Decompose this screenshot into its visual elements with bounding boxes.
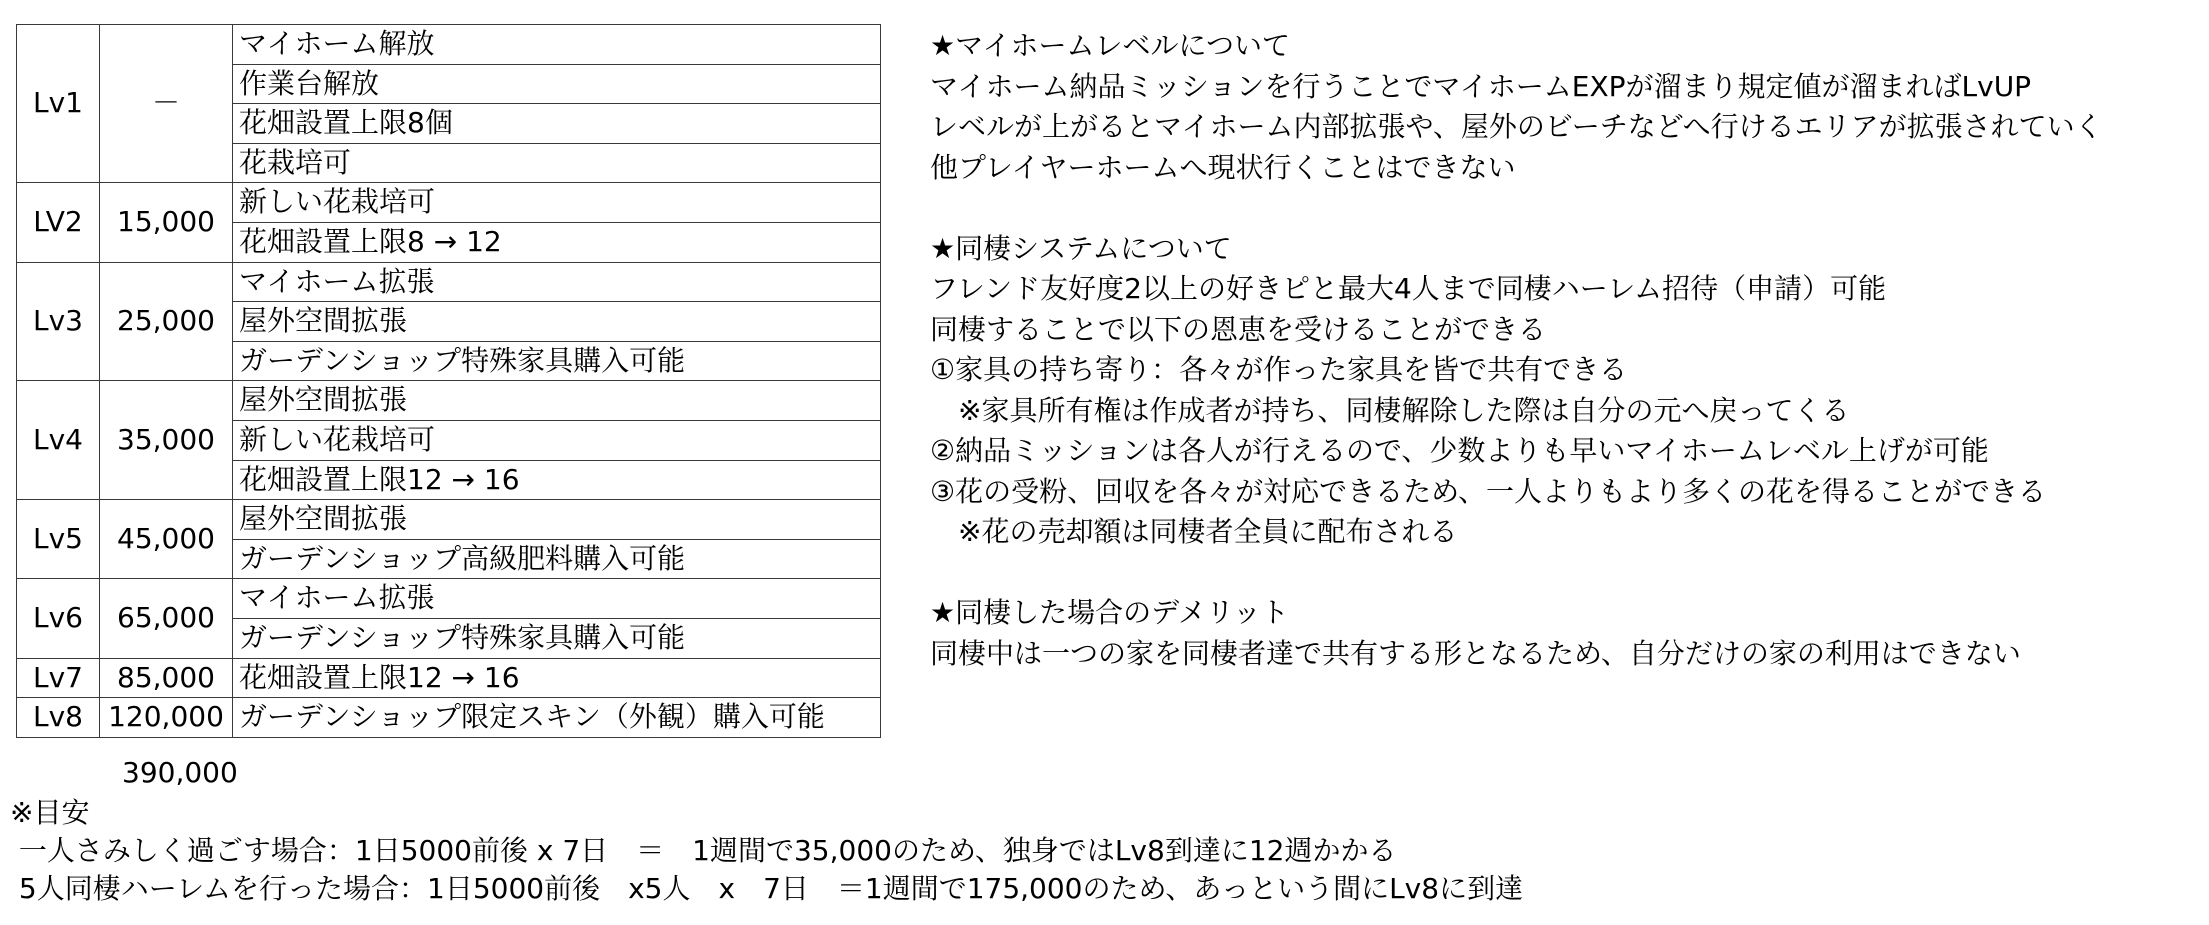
table-row <box>17 579 881 619</box>
exp-total: 390,000 <box>122 756 238 789</box>
unlock-cell: ガーデンショップ限定スキン（外観）購入可能 <box>233 698 881 738</box>
level-cell: Lv7 <box>17 658 100 698</box>
unlock-cell: 花栽培可 <box>233 143 881 183</box>
level-cell: LV2 <box>17 183 100 262</box>
home-level-title: ★マイホームレベルについて <box>930 29 1290 62</box>
cohabit-line: ①家具の持ち寄り：各々が作った家具を皆で共有できる <box>930 353 1628 386</box>
table-row <box>17 25 881 65</box>
unlock-cell: 花畑設置上限8個 <box>233 104 881 144</box>
cohabit-line: ③花の受粉、回収を各々が対応できるため、一人よりもより多くの花を得ることができる <box>930 474 2046 508</box>
section-spacer <box>930 188 2103 229</box>
exp-cell: 15,000 <box>100 183 233 262</box>
level-cell: Lv1 <box>17 25 100 183</box>
table-row <box>17 658 881 698</box>
table-row <box>17 183 881 223</box>
unlock-cell: マイホーム解放 <box>233 25 881 65</box>
exp-cell: 120,000 <box>100 698 233 738</box>
notes-line-harem: 5人同棲ハーレムを行った場合：1日5000前後 x5人 x 7日 ＝1週間で175,000のため、あっという間にLv8に到達 <box>10 872 1524 905</box>
cohabit-line: ※花の売却額は同棲者全員に配布される <box>930 515 1458 548</box>
level-table <box>16 24 881 738</box>
unlock-cell: マイホーム拡張 <box>233 262 881 302</box>
unlock-cell: 花畑設置上限12 → 16 <box>233 460 881 500</box>
notes-heading: ※目安 <box>10 796 90 829</box>
level-cell: Lv8 <box>17 698 100 738</box>
unlock-cell: 新しい花栽培可 <box>233 420 881 460</box>
table-row <box>17 381 881 421</box>
unlock-cell: 花畑設置上限8 → 12 <box>233 222 881 262</box>
cohabit-line: 同棲することで以下の恩恵を受けることができる <box>930 312 1547 346</box>
demerit-line: 同棲中は一つの家を同棲者達で共有する形となるため、自分だけの家の利用はできない <box>930 636 2021 670</box>
section-spacer <box>930 553 2103 594</box>
home-level-line: レベルが上がるとマイホーム内部拡張や、屋外のビーチなどへ行けるエリアが拡張されていく <box>930 110 2103 143</box>
exp-cell: 25,000 <box>100 262 233 381</box>
unlock-cell: 屋外空間拡張 <box>233 500 881 540</box>
exp-cell: 35,000 <box>100 381 233 500</box>
unlock-cell: ガーデンショップ特殊家具購入可能 <box>233 341 881 381</box>
table-row <box>17 500 881 540</box>
explanation-panel <box>930 26 2103 674</box>
table-row <box>17 262 881 302</box>
unlock-cell: マイホーム拡張 <box>233 579 881 619</box>
unlock-cell: 屋外空間拡張 <box>233 381 881 421</box>
level-cell: Lv6 <box>17 579 100 658</box>
cohabit-line: ※家具所有権は作成者が持ち、同棲解除した際は自分の元へ戻ってくる <box>930 393 1850 427</box>
cohabit-line: ②納品ミッションは各人が行えるので、少数よりも早いマイホームレベル上げが可能 <box>930 434 1989 467</box>
unlock-cell: 新しい花栽培可 <box>233 183 881 223</box>
estimate-notes <box>10 794 1523 908</box>
cohabit-title: ★同棲システムについて <box>930 231 1232 265</box>
exp-cell: － <box>100 25 233 183</box>
unlock-cell: 花畑設置上限12 → 16 <box>233 658 881 698</box>
demerit-title: ★同棲した場合のデメリット <box>930 596 1289 629</box>
exp-cell: 85,000 <box>100 658 233 698</box>
home-level-line: 他プレイヤーホームへ現状行くことはできない <box>930 150 1516 184</box>
table-row <box>17 698 881 738</box>
level-cell: Lv5 <box>17 500 100 579</box>
exp-cell: 45,000 <box>100 500 233 579</box>
home-level-line: マイホーム納品ミッションを行うことでマイホームEXPが溜まり規定値が溜まればLvUP <box>930 69 2032 103</box>
level-cell: Lv4 <box>17 381 100 500</box>
unlock-cell: 屋外空間拡張 <box>233 302 881 342</box>
level-table-body <box>17 25 881 738</box>
cohabit-line: フレンド友好度2以上の好きピと最大4人まで同棲ハーレム招待（申請）可能 <box>930 272 1887 305</box>
level-cell: Lv3 <box>17 262 100 381</box>
unlock-cell: 作業台解放 <box>233 64 881 104</box>
unlock-cell: ガーデンショップ特殊家具購入可能 <box>233 618 881 658</box>
unlock-cell: ガーデンショップ高級肥料購入可能 <box>233 539 881 579</box>
notes-line-solo: 一人さみしく過ごす場合：1日5000前後 x 7日 ＝ 1週間で35,000のため、独身ではLv8到達に12週かかる <box>10 834 1397 867</box>
exp-cell: 65,000 <box>100 579 233 658</box>
